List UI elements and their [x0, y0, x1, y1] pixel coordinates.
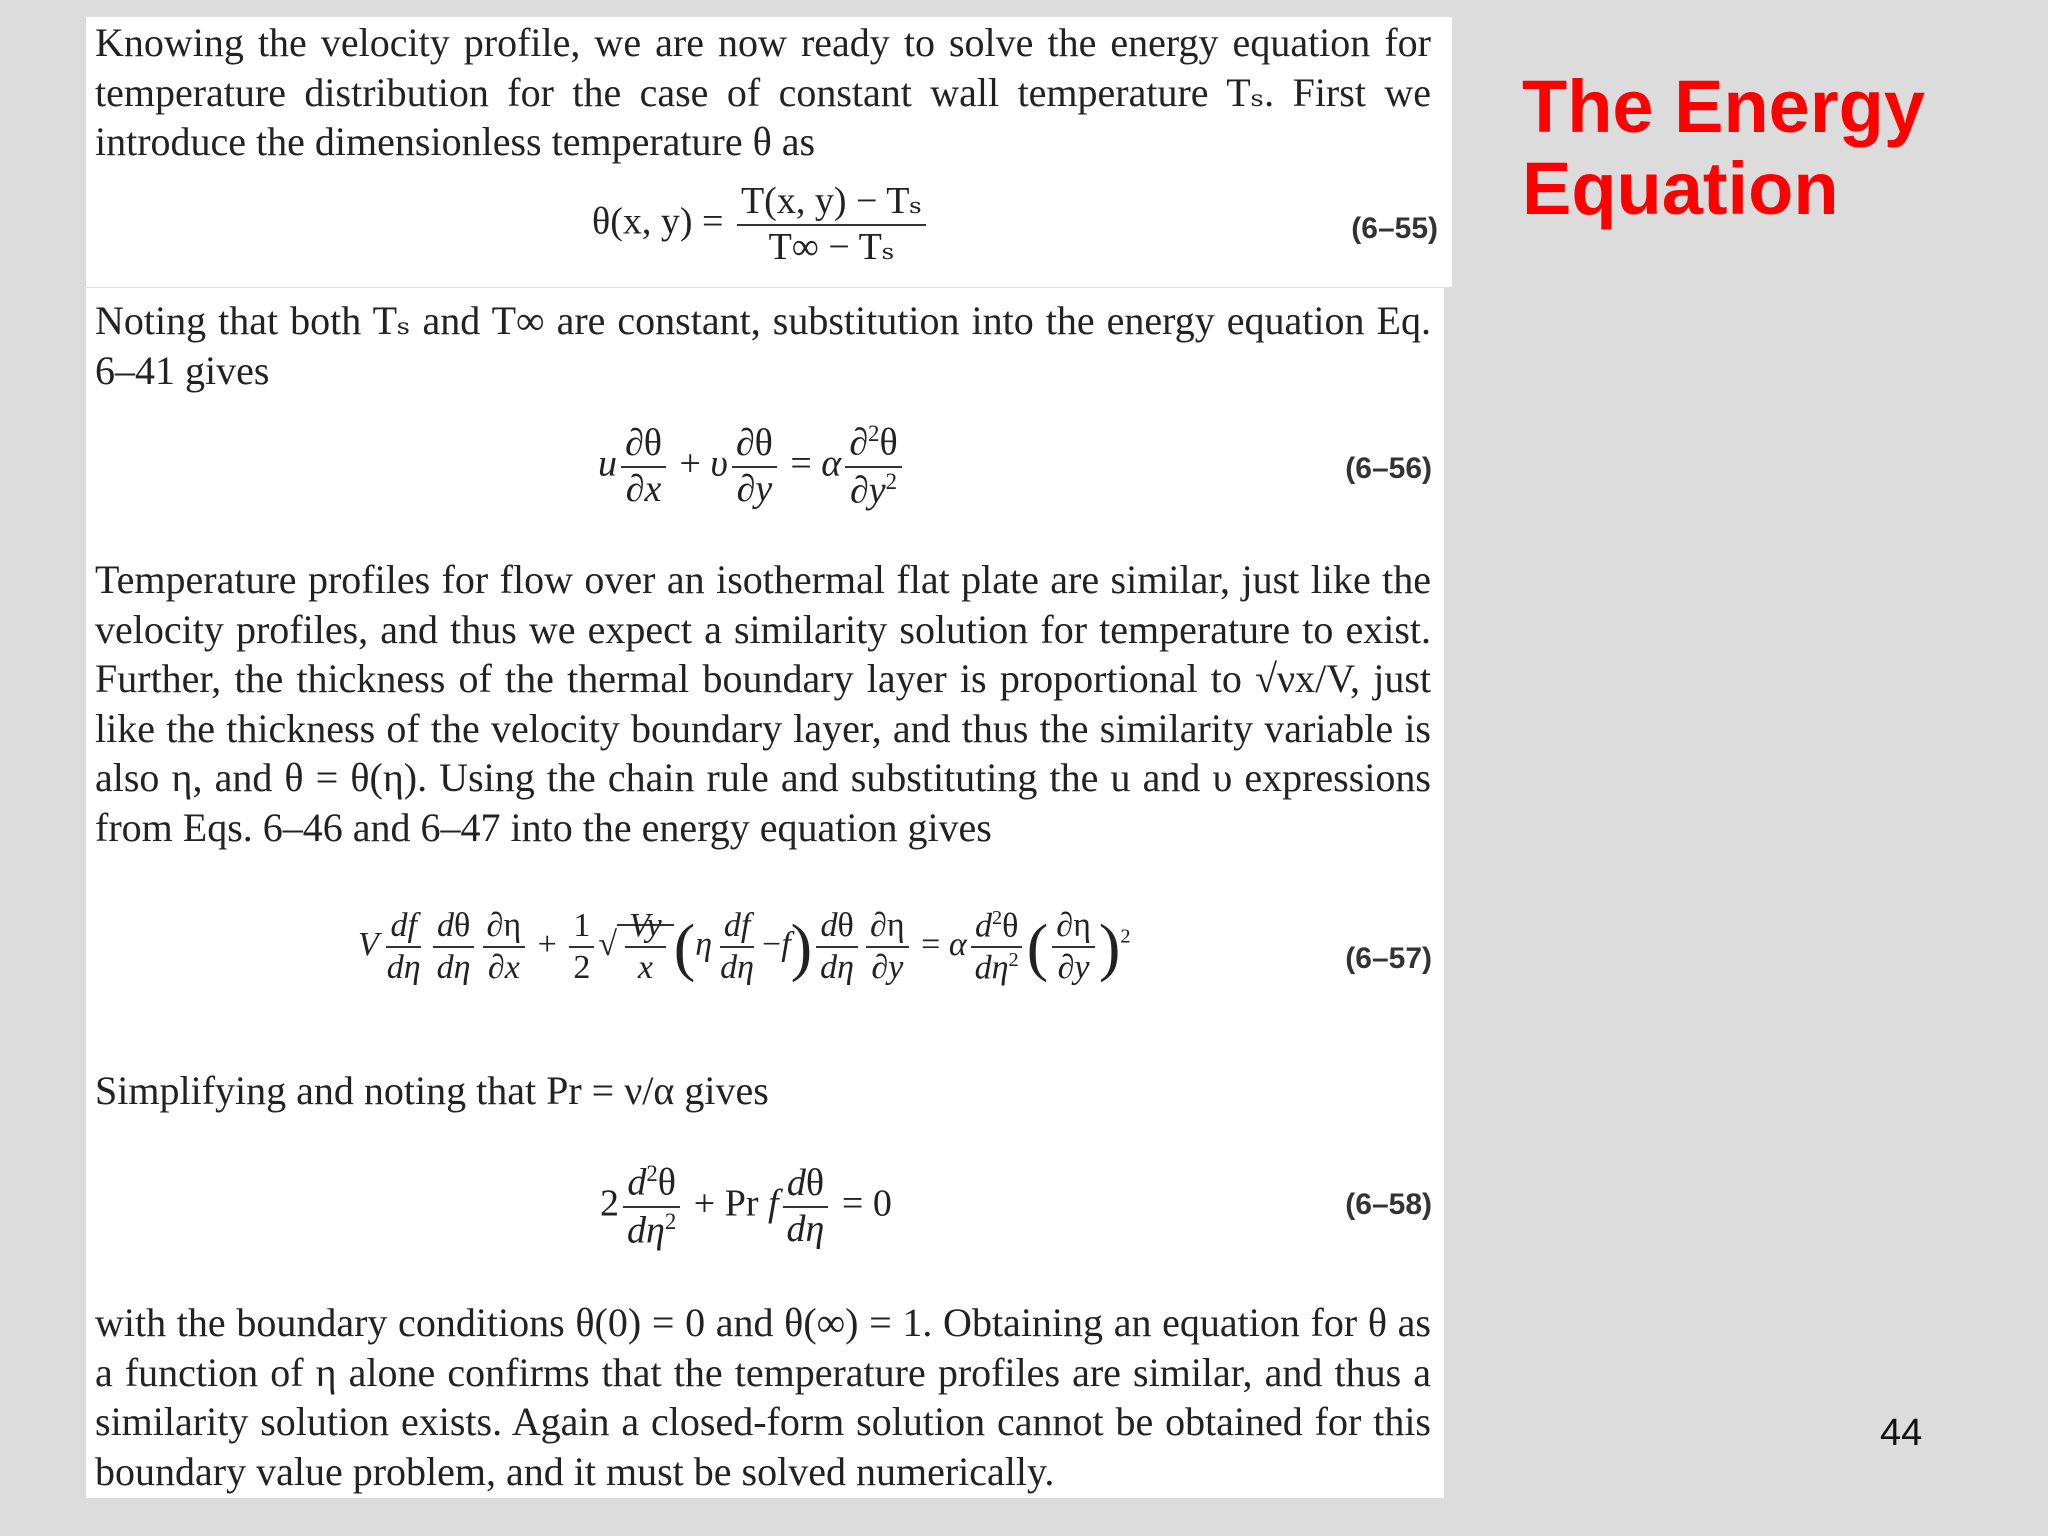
equation-6-57: V $\frac{df}{d\eta}$ $\frac{d\theta}{d\eta}$ $\frac{\partial\eta}{\partial x}$ + $\frac{1}{2}$ √ $\frac{Vy}{x}$ (η $\frac{df}{d\eta}$ −f) $\frac{d\theta}{d\eta}$ $\frac{\partial\eta}{\partial y}$ = α $\frac{d^2\theta}{d\eta^2}$ ( $\frac{\partial\eta}{\partial y}$ )$^2$: [358, 907, 1131, 987]
paragraph-intro: Knowing the velocity profile, we are now ready to solve the energy equation for temperature distribution for the case of constant wall temperature Tₛ. First we introduce the dimensionless temperature θ as: [95, 20, 1431, 164]
equation-6-58: 2 $\frac{d^2\theta}{d\eta^2}$ + Pr f $\frac{d\theta}{d\eta}$ = 0: [600, 1161, 892, 1252]
eq55-fraction: [737, 182, 926, 268]
eq55-denominator: T∞ − Tₛ: [768, 225, 895, 268]
eq55-lhs: θ(x, y) =: [592, 200, 724, 243]
eq55-numerator: T(x, y) − Tₛ: [737, 182, 926, 226]
equation-label-6-58: (6–58): [1345, 1188, 1432, 1221]
equation-6-55: [592, 182, 930, 268]
page-number: 44: [1880, 1412, 1923, 1454]
slide-title: The Energy Equation: [1522, 65, 1925, 230]
equation-label-6-55: (6–55): [1351, 212, 1438, 245]
equation-label-6-56: (6–56): [1345, 452, 1432, 485]
paragraph-simplify: Simplifying and noting that Pr = ν/α gives: [95, 1068, 769, 1113]
equation-label-6-57: (6–57): [1345, 942, 1432, 975]
paragraph-similarity: Temperature profiles for flow over an isothermal flat plate are similar, just like the velocity profiles, and thus we expect a similarity solution for temperature to exist. Further, the thickness of the thermal boundary layer is proportional to √νx/V, just like the thickness of the velocity boundary layer, and thus the similarity variable is also η, and θ = θ(η). Using the chain rule and substituting the u and υ expressions from Eqs. 6–46 and 6–47 into the energy equation gives: [95, 557, 1431, 850]
paragraph-boundary-conditions: with the boundary conditions θ(0) = 0 and θ(∞) = 1. Obtaining an equation for θ as a function of η alone confirms that the temperature profiles are similar, and thus a similarity solution exists. Again a closed-form solution cannot be obtained for this boundary value problem, and it must be solved numerically.: [95, 1300, 1431, 1494]
paragraph-substitution: Noting that both Tₛ and T∞ are constant, substitution into the energy equation Eq. 6–41 gives: [95, 298, 1431, 393]
equation-6-56: u $\frac{\partial\theta}{\partial x}$ + υ $\frac{\partial\theta}{\partial y}$ = α $\frac{\partial^2\theta}{\partial y^2}$: [598, 422, 906, 511]
